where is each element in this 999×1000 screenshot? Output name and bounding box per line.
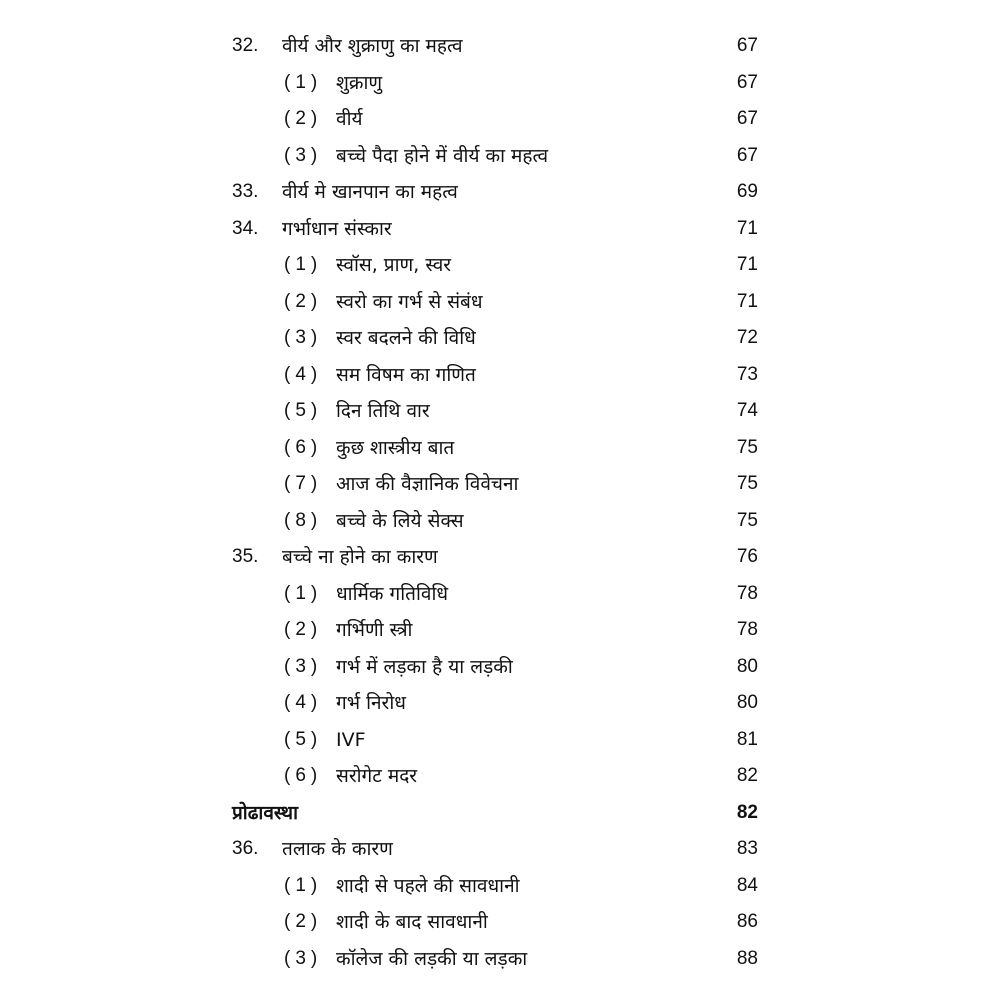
toc-page-number: 75 [736, 473, 758, 494]
toc-subentry-number: (2) [284, 619, 323, 640]
toc-page-number: 81 [736, 728, 758, 750]
toc-subentry-number: (3) [284, 947, 323, 969]
toc-entry-number: 35. [232, 546, 259, 567]
toc-page-number: 71 [736, 217, 758, 239]
toc-subentry-number: (2) [284, 108, 323, 129]
toc-subentry [232, 284, 758, 321]
toc-page-number: 67 [736, 35, 758, 56]
toc-page-number: 67 [736, 144, 758, 166]
toc-subentry [232, 868, 758, 905]
toc-subentry-title: कुछ शास्त्रीय बात [336, 436, 455, 459]
toc-page-number: 67 [736, 71, 758, 93]
toc-subentry-number: (5) [284, 400, 323, 421]
toc-page-number: 74 [736, 400, 758, 421]
toc-subentry [232, 393, 758, 430]
toc-page-number: 75 [736, 436, 758, 458]
toc-subentry [232, 649, 758, 686]
toc-subentry-title: धार्मिक गतिविधि [336, 582, 449, 605]
toc-page-number: 78 [736, 582, 758, 604]
toc-entry-title: वीर्य और शुक्राणु का महत्व [282, 35, 463, 57]
toc-entry-title: बच्चे ना होने का कारण [282, 546, 438, 568]
toc-page-number: 71 [736, 290, 758, 312]
toc-subentry-title: स्वरो का गर्भ से संबंध [336, 290, 483, 313]
toc-subentry-number: (3) [284, 327, 323, 348]
toc-page-number: 83 [736, 838, 758, 859]
toc-subentry-title: IVF [336, 728, 366, 751]
toc-subentry-number: (6) [284, 436, 323, 458]
toc-subentry-title: आज की वैज्ञानिक विवेचना [336, 473, 519, 495]
toc-subentry-number: (2) [284, 911, 323, 932]
toc-page-number: 75 [736, 509, 758, 531]
toc-subentry [232, 101, 758, 138]
toc-subentry-title: वीर्य [336, 108, 363, 130]
toc-entry-number: 36. [232, 838, 259, 859]
toc-subentry-title: गर्भ में लड़का है या लड़की [336, 655, 513, 678]
toc-subentry [232, 320, 758, 357]
toc-subentry-title: स्वॉस, प्राण, स्वर [336, 254, 452, 276]
toc-subentry-title: कॉलेज की लड़की या लड़का [336, 947, 528, 970]
toc-entry-title: तलाक के कारण [282, 838, 393, 860]
toc-subentry [232, 503, 758, 540]
toc-subentry [232, 758, 758, 795]
toc-entry [232, 831, 758, 868]
toc-entry [232, 174, 758, 211]
toc-subentry-number: (1) [284, 71, 323, 93]
toc-page-number: 86 [736, 911, 758, 932]
toc-subentry-number: (1) [284, 254, 323, 275]
toc-subentry [232, 430, 758, 467]
toc-subentry-number: (4) [284, 363, 323, 385]
toc-subentry [232, 685, 758, 722]
toc-subentry [232, 65, 758, 102]
toc-subentry-title: गर्भिणी स्त्री [336, 619, 413, 641]
toc-subentry-title: बच्चे पैदा होने में वीर्य का महत्व [336, 144, 549, 167]
toc-entry-title: गर्भाधान संस्कार [282, 217, 392, 240]
toc-entry-number: 32. [232, 35, 259, 56]
toc-subentry-number: (4) [284, 692, 323, 713]
toc-subentry [232, 904, 758, 941]
toc-page-number: 78 [736, 619, 758, 640]
toc-subentry-number: (8) [284, 509, 323, 531]
toc-subentry-number: (1) [284, 582, 323, 604]
toc-subentry [232, 247, 758, 284]
toc-subentry-number: (3) [284, 144, 323, 166]
toc-entry-number: 34. [232, 217, 259, 239]
toc-page-number: 84 [736, 874, 758, 896]
toc-subentry-title: सम विषम का गणित [336, 363, 476, 386]
toc-page-number: 82 [736, 765, 758, 786]
toc-page-number: 67 [736, 108, 758, 129]
toc-subentry-title: दिन तिथि वार [336, 400, 430, 422]
table-of-contents [232, 28, 758, 977]
toc-subentry [232, 612, 758, 649]
toc-page-number: 80 [736, 655, 758, 677]
toc-subentry-title: गर्भ निरोध [336, 692, 406, 714]
toc-page-number: 73 [736, 363, 758, 385]
toc-section-title: प्रोढावस्था [232, 801, 298, 824]
toc-entry-number: 33. [232, 181, 259, 202]
toc-subentry-title: शुक्राणु [336, 71, 383, 94]
toc-subentry [232, 941, 758, 978]
toc-page-number: 71 [736, 254, 758, 275]
toc-page-number: 88 [736, 947, 758, 969]
toc-page-number: 76 [736, 546, 758, 567]
toc-page-number: 69 [736, 181, 758, 202]
toc-subentry [232, 576, 758, 613]
toc-subentry-title: बच्चे के लिये सेक्स [336, 509, 464, 532]
toc-subentry [232, 357, 758, 394]
toc-section-heading [232, 795, 758, 832]
toc-entry-title: वीर्य मे खानपान का महत्व [282, 181, 458, 203]
toc-subentry-number: (2) [284, 290, 323, 312]
toc-subentry-number: (7) [284, 473, 323, 494]
toc-subentry [232, 138, 758, 175]
toc-page-number: 80 [736, 692, 758, 713]
toc-subentry-number: (5) [284, 728, 323, 750]
toc-subentry-title: स्वर बदलने की विधि [336, 327, 476, 349]
toc-subentry [232, 722, 758, 759]
toc-subentry-title: शादी से पहले की सावधानी [336, 874, 520, 897]
toc-subentry-title: सरोगेट मदर [336, 765, 418, 787]
toc-entry [232, 539, 758, 576]
toc-subentry-number: (3) [284, 655, 323, 677]
toc-subentry-title: शादी के बाद सावधानी [336, 911, 488, 933]
toc-page-number: 72 [736, 327, 758, 348]
toc-subentry-number: (1) [284, 874, 323, 896]
toc-page-number: 82 [736, 801, 758, 823]
toc-entry [232, 28, 758, 65]
toc-subentry [232, 466, 758, 503]
toc-subentry-number: (6) [284, 765, 323, 786]
toc-entry [232, 211, 758, 248]
